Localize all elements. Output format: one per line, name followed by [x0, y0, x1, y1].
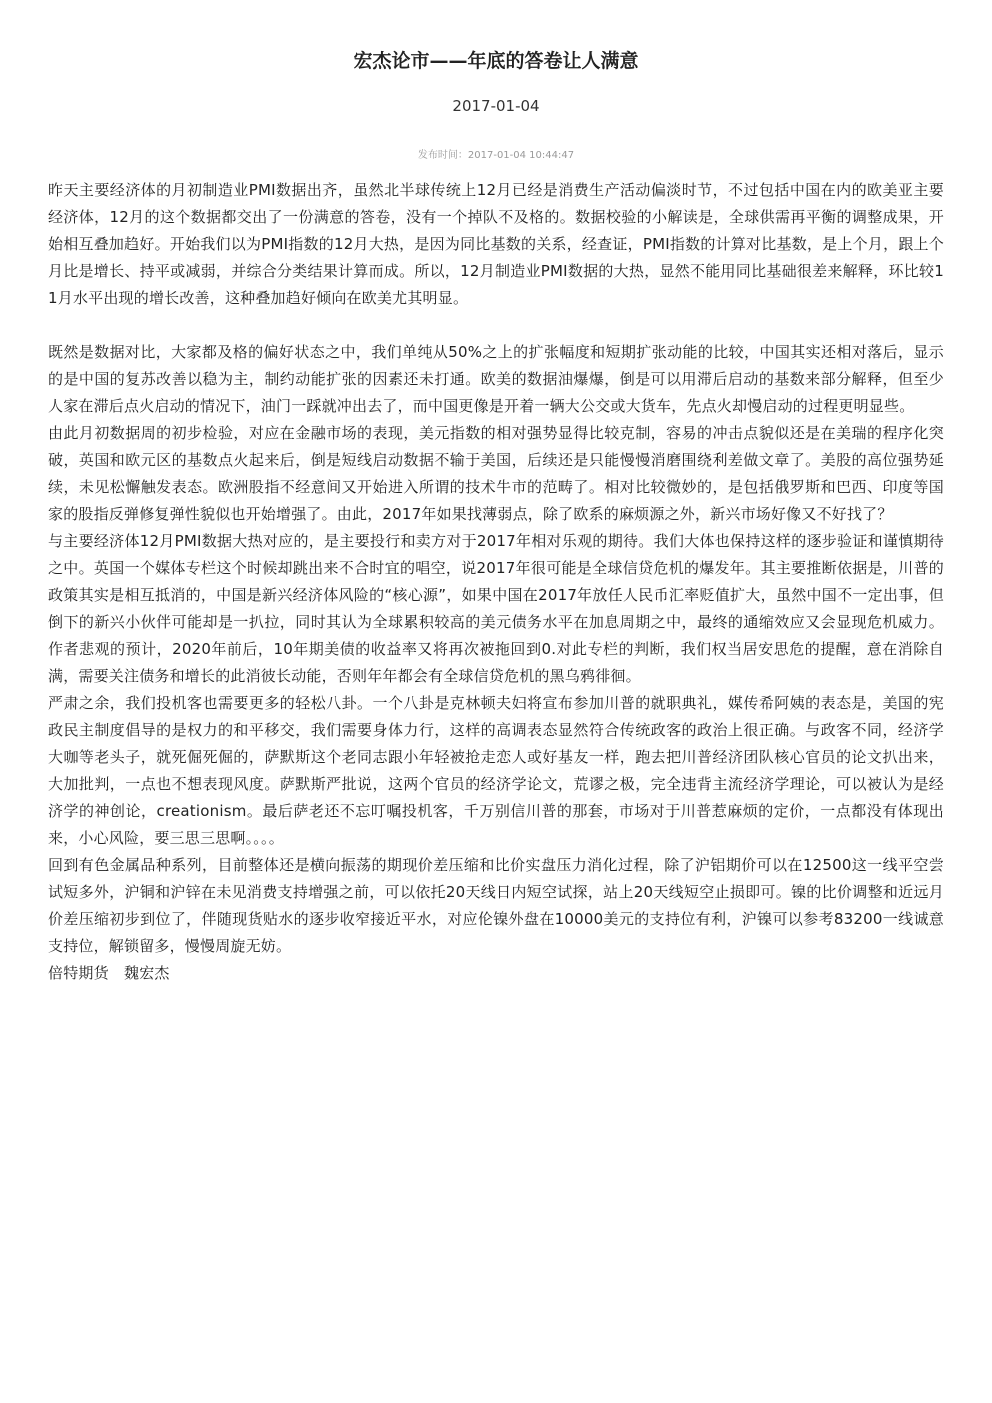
article-title: 宏杰论市——年底的答卷让人满意	[353, 50, 639, 72]
author-signature: 倍特期货 魏宏杰	[48, 964, 170, 982]
article-date: 2017-01-04	[452, 97, 540, 115]
paragraph: 严肃之余，我们投机客也需要更多的轻松八卦。一个八卦是克林顿夫妇将宣布参加川普的就职典礼，媒传希阿姨的表态是，美国的宪政民主制度倡导的是权力的和平移交，我们需要身体力行，这样的高调表态显然符合传统政客的政治上很正确。与政客不同，经济学大咖等老头子，就死倔死倔的，萨默斯这个老同志跟小年轻被抢走恋人或好基友一样，跑去把川普经济团队核心官员的论文扒出来，大加批判，一点也不想表现风度。萨默斯严批说，这两个官员的经济学论文，荒谬之极，完全违背主流经济学理论，可以被认为是经济学的神创论，creationism。最后萨老还不忘叮嘱投机客，千万别信川普的那套，市场对于川普惹麻烦的定价，一点都没有体现出来，小心风险，要三思三思啊。。。。	[48, 694, 944, 847]
paragraph: 回到有色金属品种系列，目前整体还是横向振荡的期现价差压缩和比价实盘压力消化过程，除了沪铝期价可以在12500这一线平空尝试短多外，沪铜和沪锌在未见消费支持增强之前，可以依托20天线日内短空试探，站上20天线短空止损即可。镍的比价调整和近远月价差压缩初步到位了，伴随现货贴水的逐步收窄接近平水，对应伦镍外盘在10000美元的支持位有利，沪镍可以参考83200一线诚意支持位，解锁留多，慢慢周旋无妨。	[48, 856, 944, 955]
paragraph: 昨天主要经济体的月初制造业PMI数据出齐，虽然北半球传统上12月已经是消费生产活动偏淡时节，不过包括中国在内的欧美亚主要经济体，12月的这个数据都交出了一份满意的答卷，没有一个掉队不及格的。数据校验的小解读是，全球供需再平衡的调整成果，开始相互叠加趋好。开始我们以为PMI指数的12月大热，是因为同比基数的关系，经查证，PMI指数的计算对比基数，是上个月，跟上个月比是增长、持平或减弱，并综合分类结果计算而成。所以，12月制造业PMI数据的大热，显然不能用同比基础很差来解释，环比较11月水平出现的增长改善，这种叠加趋好倾向在欧美尤其明显。	[48, 181, 944, 307]
publish-time: 发布时间：2017-01-04 10:44:47	[417, 150, 575, 161]
paragraph: 由此月初数据周的初步检验，对应在金融市场的表现，美元指数的相对强势显得比较克制，容易的冲击点貌似还是在美瑞的程序化突破，英国和欧元区的基数点火起来后，倒是短线启动数据不输于美国，后续还是只能慢慢消磨围绕利差做文章了。美股的高位强势延续，未见松懈触发表态。欧洲股指不经意间又开始进入所谓的技术牛市的范畴了。相对比较微妙的，是包括俄罗斯和巴西、印度等国家的股指反弹修复弹性貌似也开始增强了。由此，2017年如果找薄弱点，除了欧系的麻烦源之外，新兴市场好像又不好找了？	[48, 424, 944, 523]
article-body	[48, 177, 944, 987]
paragraph: 与主要经济体12月PMI数据大热对应的，是主要投行和卖方对于2017年相对乐观的期待。我们大体也保持这样的逐步验证和谨慎期待之中。英国一个媒体专栏这个时候却跳出来不合时宜的唱空，说2017年很可能是全球信贷危机的爆发年。其主要推断依据是，川普的政策其实是相互抵消的，中国是新兴经济体风险的“核心源”，如果中国在2017年放任人民币汇率贬值扩大，虽然中国不一定出事，但倒下的新兴小伙伴可能却是一扒拉，同时其认为全球累积较高的美元债务水平在加息周期之中，最终的通缩效应又会显现危机威力。作者悲观的预计，2020年前后，10年期美债的收益率又将再次被拖回到0.对此专栏的判断，我们权当居安思危的提醒，意在消除自满，需要关注债务和增长的此消彼长动能，否则年年都会有全球信贷危机的黑乌鸦徘徊。	[48, 532, 944, 685]
paragraph: 既然是数据对比，大家都及格的偏好状态之中，我们单纯从50%之上的扩张幅度和短期扩张动能的比较，中国其实还相对落后，显示的是中国的复苏改善以稳为主，制约动能扩张的因素还未打通。欧美的数据油爆爆，倒是可以用滞后启动的基数来部分解释，但至少人家在滞后点火启动的情况下，油门一踩就冲出去了，而中国更像是开着一辆大公交或大货车，先点火却慢启动的过程更明显些。	[48, 343, 944, 415]
